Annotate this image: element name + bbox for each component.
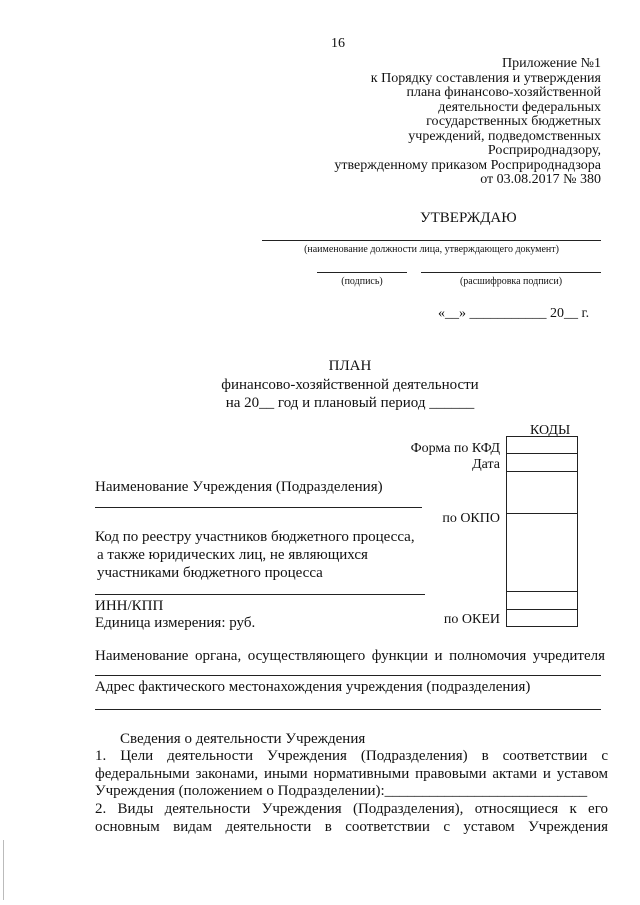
inn-kpp-label: ИНН/КПП [95,598,164,614]
activity-item1-line: Учреждения (положением о Подразделении):___________________________ [95,783,588,799]
appendix-line: от 03.08.2017 № 380 [480,172,601,187]
appendix-line: учреждений, подведомственных [408,128,601,144]
founder-body-label: Наименование органа, осуществляющего функции и полномочия учредителя [95,648,605,664]
address-label: Адрес фактического местонахождения учреждения (подразделения) [95,679,531,695]
decoding-line [421,272,601,273]
registry-code-line: а также юридических лиц, не являющихся [97,547,368,563]
page-number: 16 [331,36,345,51]
signature-line [317,272,407,273]
activity-item2-line: 2. Виды деятельности Учреждения (Подразделения), относящиеся к его [95,801,608,817]
codes-okpo-label: по ОКПО [442,511,500,526]
appendix-line: Приложение №1 [502,56,601,71]
code-cell-okpo[interactable] [507,513,577,592]
appendix-line: деятельности федеральных [438,99,601,115]
code-cell-inn[interactable] [507,591,577,610]
registry-code-value-line[interactable] [95,594,425,595]
appendix-line: Росприроднадзору, [487,143,601,158]
position-caption: (наименование должности лица, утверждающего документ) [304,244,559,255]
founder-body-line[interactable] [95,675,601,676]
appendix-block [241,57,601,188]
registry-code-line: Код по реестру участников бюджетного процесса, [95,529,415,545]
codes-date-label: Дата [472,457,500,472]
unit-label: Единица измерения: руб. [95,615,256,631]
activity-heading: Сведения о деятельности Учреждения [120,731,366,747]
code-cell-okei[interactable] [507,609,577,627]
registry-code-line: участниками бюджетного процесса [97,565,323,581]
plan-subtitle: финансово-хозяйственной деятельности [221,377,479,393]
code-cell-form[interactable] [507,437,577,453]
scan-edge [3,840,4,900]
plan-title: ПЛАН [328,358,372,374]
institution-name-line[interactable] [95,507,422,508]
approve-title: УТВЕРЖДАЮ [420,210,517,226]
activity-item1-line: 1. Цели деятельности Учреждения (Подразделения) в соответствии с [95,748,608,764]
approve-date: «__» ___________ 20__ г. [438,306,590,321]
code-cell-blank[interactable] [507,471,577,514]
signature-caption: (подпись) [341,276,383,287]
activity-item1-line: федеральными законами, иными нормативными правовыми актами и уставом [95,766,608,782]
code-cell-date[interactable] [507,453,577,472]
codes-table [506,436,578,627]
codes-form-label: Форма по КФД [410,441,500,456]
plan-period: на 20__ год и плановый период ______ [225,395,475,411]
address-line[interactable] [95,709,601,710]
position-line [262,240,601,241]
institution-name-label: Наименование Учреждения (Подразделения) [95,479,383,495]
activity-item2-line: основным видам деятельности в соответствии с уставом Учреждения [95,819,608,835]
appendix-line: к Порядку составления и утверждения [370,70,601,86]
codes-header: КОДЫ [530,423,571,438]
decoding-caption: (расшифровка подписи) [459,276,563,287]
appendix-line: государственных бюджетных [426,114,601,129]
appendix-line: плана финансово-хозяйственной [406,85,601,100]
codes-okei-label: по ОКЕИ [443,612,500,627]
appendix-line: утвержденному приказом Росприроднадзора [334,157,601,173]
